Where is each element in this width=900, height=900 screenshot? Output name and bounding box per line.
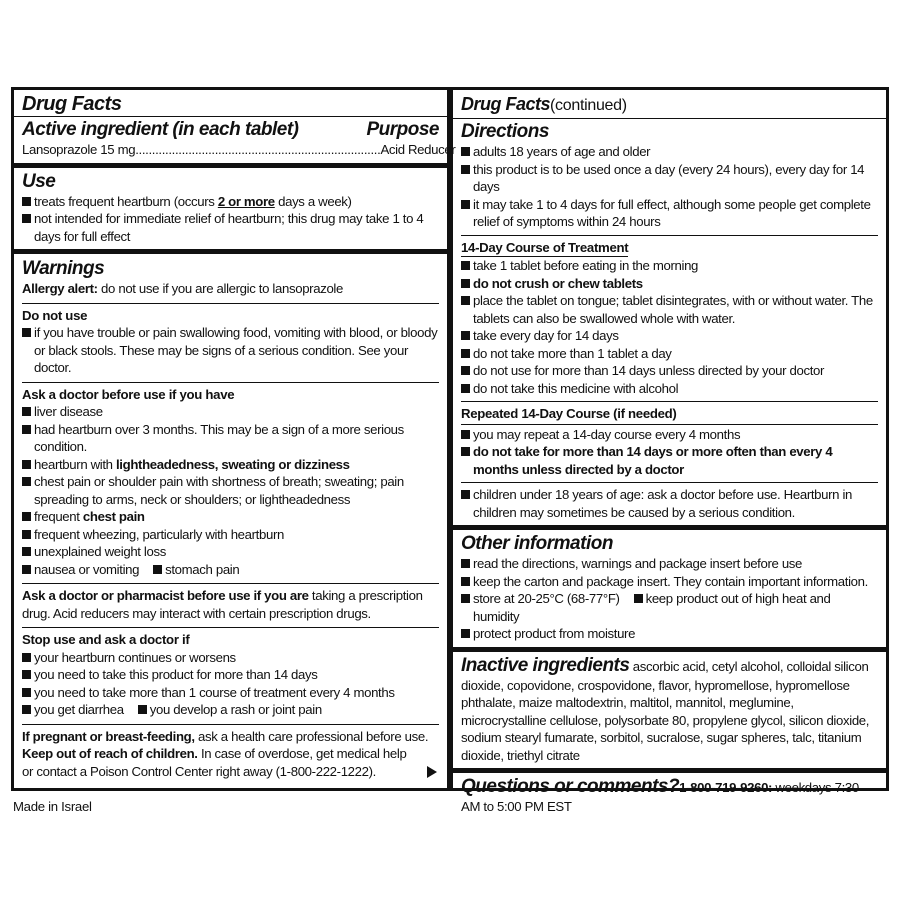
questions-phone: 1-800-719-9260: — [679, 780, 773, 795]
ask-pharmacist: Ask a doctor or pharmacist before use if you are taking a prescription drug. Acid reducers may interact with certain prescription drugs. — [22, 588, 423, 621]
bullet-square-icon — [461, 594, 470, 603]
bullet-square-icon — [22, 670, 31, 679]
repeat-item-1: you may repeat a 14-day course every 4 months — [461, 426, 878, 444]
course-item-2: do not crush or chew tablets — [461, 275, 878, 293]
purpose-heading: Purpose — [366, 119, 439, 140]
drug-facts-right-panel — [450, 87, 889, 814]
bullet-square-icon — [461, 279, 470, 288]
active-ingredient-name: Lansoprazole 15 mg — [22, 142, 136, 157]
ask-doctor-heading: Ask a doctor before use if you have — [22, 386, 235, 402]
bullet-square-icon — [461, 629, 470, 638]
bullet-square-icon — [22, 547, 31, 556]
stop-item-1: your heartburn continues or worsens — [22, 649, 439, 667]
bullet-square-icon — [153, 565, 162, 574]
course-item-4: take every day for 14 days — [461, 327, 878, 345]
use-item-1: treats frequent heartburn (occurs 2 or more days a week) — [22, 193, 439, 211]
bullet-square-icon — [461, 147, 470, 156]
course-item-5: do not take more than 1 tablet a day — [461, 345, 878, 363]
pregnancy-warning: If pregnant or breast-feeding, ask a health care professional before use. — [22, 728, 429, 744]
course-item-1: take 1 tablet before eating in the morning — [461, 257, 878, 275]
warnings-section — [14, 254, 447, 784]
ask-item-3: heartburn with lightheadedness, sweating or dizziness — [22, 456, 439, 474]
other-item-1: read the directions, warnings and package insert before use — [461, 555, 878, 573]
inactive-ingredients-section — [453, 652, 886, 774]
stop-item-3: you need to take more than 1 course of treatment every 4 months — [22, 684, 439, 702]
bullet-square-icon — [22, 407, 31, 416]
drug-facts-left-panel — [11, 87, 456, 791]
questions-hours: weekdays 7:30 AM to 5:00 PM EST — [461, 780, 859, 814]
bullet-square-icon — [22, 477, 31, 486]
repeat-course-heading: Repeated 14-Day Course (if needed) — [461, 406, 677, 421]
bullet-square-icon — [22, 565, 31, 574]
stop-item-2: you need to take this product for more than 14 days — [22, 666, 439, 684]
keep-out-of-reach: Keep out of reach of children. In case of overdose, get medical help or contact a Poison Control Center right away (1-800-222-1222). — [22, 746, 407, 779]
ask-item-1: liver disease — [22, 403, 439, 421]
bullet-square-icon — [461, 349, 470, 358]
bullet-square-icon — [461, 447, 470, 456]
ask-item-8-9: nausea or vomiting stomach pain — [22, 561, 439, 579]
stop-item-4-5: you get diarrhea you develop a rash or joint pain — [22, 701, 439, 719]
drug-facts-continued-title-block — [453, 90, 886, 119]
bullet-square-icon — [461, 430, 470, 439]
bullet-square-icon — [22, 705, 31, 714]
other-item-5: protect product from moisture — [461, 625, 878, 643]
directions-item-1: adults 18 years of age and older — [461, 143, 878, 161]
bullet-square-icon — [22, 328, 31, 337]
drug-facts-continued-title: Drug Facts — [461, 94, 551, 114]
active-ingredient-heading: Active ingredient (in each tablet) — [22, 119, 299, 140]
directions-heading: Directions — [461, 121, 549, 142]
active-ingredient-section — [14, 117, 456, 168]
course-heading: 14-Day Course of Treatment — [461, 239, 878, 258]
use-item-2: not intended for immediate relief of heartburn; this drug may take 1 to 4 days for full effect — [22, 210, 439, 245]
bullet-square-icon — [22, 214, 31, 223]
questions-section — [453, 773, 886, 820]
bullet-square-icon — [138, 705, 147, 714]
bullet-square-icon — [461, 490, 470, 499]
bullet-square-icon — [461, 261, 470, 270]
use-heading: Use — [22, 170, 56, 192]
leader-dots: .......................................................................... — [135, 142, 381, 157]
bullet-square-icon — [461, 165, 470, 174]
directions-section — [453, 119, 886, 530]
bullet-square-icon — [22, 460, 31, 469]
made-in-label: Made in Israel — [13, 799, 92, 814]
bullet-square-icon — [461, 200, 470, 209]
drug-facts-title: Drug Facts — [22, 93, 122, 115]
do-not-use-item: if you have trouble or pain swallowing food, vomiting with blood, or bloody or black stools. These may be signs of a serious condition. See your doctor. — [22, 324, 439, 377]
active-ingredient-purpose: Acid Reducer — [380, 142, 456, 157]
course-item-6: do not use for more than 14 days unless directed by your doctor — [461, 362, 878, 380]
other-information-section — [453, 530, 886, 652]
ask-item-6: frequent wheezing, particularly with heartburn — [22, 526, 439, 544]
course-item-7: do not take this medicine with alcohol — [461, 380, 878, 398]
ask-item-5: frequent chest pain — [22, 508, 439, 526]
bullet-square-icon — [461, 559, 470, 568]
bullet-square-icon — [22, 512, 31, 521]
bullet-square-icon — [22, 688, 31, 697]
ask-item-2: had heartburn over 3 months. This may be a sign of a more serious condition. — [22, 421, 439, 456]
ask-item-7: unexplained weight loss — [22, 543, 439, 561]
course-item-3: place the tablet on tongue; tablet disintegrates, with or without water. The tablets can also be swallowed whole with water. — [461, 292, 878, 327]
bullet-square-icon — [22, 425, 31, 434]
directions-item-2: this product is to be used once a day (every 24 hours), every day for 14 days — [461, 161, 878, 196]
other-item-3-4: store at 20-25°C (68-77°F) keep product out of high heat and humidity — [461, 590, 878, 625]
inactive-ingredients-heading: Inactive ingredients — [461, 654, 630, 676]
children-warning: children under 18 years of age: ask a doctor before use. Heartburn in children may sometimes be caused by a serious condition. — [461, 486, 878, 521]
bullet-square-icon — [634, 594, 643, 603]
bullet-square-icon — [22, 653, 31, 662]
bullet-square-icon — [461, 384, 470, 393]
warnings-heading: Warnings — [22, 258, 105, 279]
use-section — [14, 168, 447, 255]
ask-item-4: chest pain or shoulder pain with shortness of breath; sweating; pain spreading to arms, neck or shoulders; or lightheadedness — [22, 473, 439, 508]
questions-heading: Questions or comments? — [461, 776, 680, 797]
directions-item-3: it may take 1 to 4 days for full effect, although some people get complete relief of symptoms within 24 hours — [461, 196, 878, 231]
repeat-item-2: do not take for more than 14 days or more often than every 4 months unless directed by a doctor — [461, 443, 878, 478]
bullet-square-icon — [461, 366, 470, 375]
stop-use-heading: Stop use and ask a doctor if — [22, 632, 190, 647]
bullet-square-icon — [22, 197, 31, 206]
continued-label: (continued) — [550, 97, 627, 114]
bullet-square-icon — [22, 530, 31, 539]
do-not-use-heading: Do not use — [22, 307, 88, 323]
bullet-square-icon — [461, 577, 470, 586]
other-item-2: keep the carton and package insert. They contain important information. — [461, 573, 878, 591]
drug-facts-title-block — [14, 90, 447, 117]
inactive-ingredients-list: ascorbic acid, cetyl alcohol, colloidal silicon dioxide, copovidone, crospovidone, flavor, hypromellose, hypromellose phthalate, maize maltodextrin, maltitol, mannitol, meglumine, microcrystalline cellulose, polysorbate 80, propylene glycol, silicon dioxide, sodium stearyl fumarate, sorbitol, sucralose, sugar spheres, talc, titanium dioxide, triethyl citrate — [461, 658, 870, 763]
continue-arrow-icon — [427, 766, 437, 778]
allergy-alert: Allergy alert: do not use if you are allergic to lansoprazole — [22, 281, 343, 296]
bullet-square-icon — [461, 296, 470, 305]
other-information-heading: Other information — [461, 533, 613, 554]
bullet-square-icon — [461, 331, 470, 340]
